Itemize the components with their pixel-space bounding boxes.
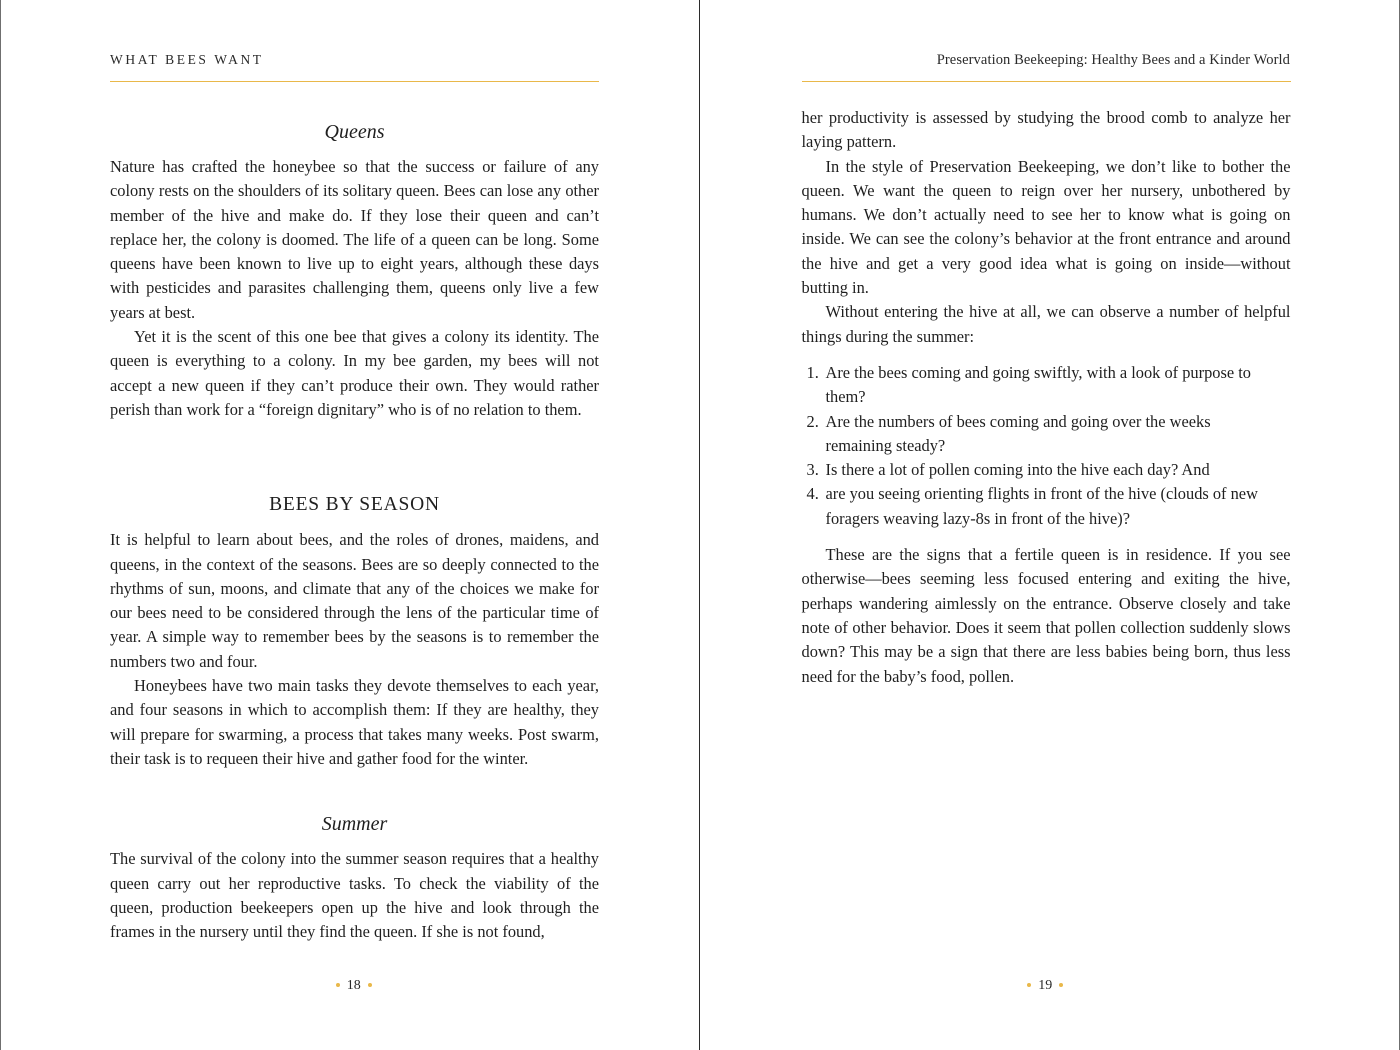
list-item: 2. Are the numbers of bees coming and going over the weeks remaining steady? (806, 411, 1211, 455)
list-item: 4. are you seeing orienting flights in front of the hive (clouds of new foragers weaving lazy-8s in front of the hive)? (806, 484, 1258, 528)
left-page-body (110, 119, 599, 944)
paragraph-signs: These are the signs that a fertile queen is in residence. If you see otherwise—bees seeming less focused entering and exiting the hive, perhaps wandering aimlessly on the entrance. Observe closely and take note of other behavior. Does it seem that pollen collection suddenly slows down? This may be a sign that there are less babies being born, thus less need for the baby’s food, pollen. (801, 545, 1291, 686)
folio-dot-icon (1027, 983, 1031, 987)
page-number-right-text: 19 (1038, 978, 1053, 993)
left-page (1, 0, 700, 1050)
paragraph-season-1: It is helpful to learn about bees, and the roles of drones, maidens, and queens, in the context of the seasons. Bees are so deeply connected to the rhythms of sun, moons, and climate that any of the choices we make for our bees need to be considered through the lens of the particular time of year. A simple way to remember bees by the seasons is to remember the numbers two and four. (110, 530, 599, 671)
paragraph-preservation: In the style of Preservation Beekeeping, we don’t like to bother the queen. We want the queen to reign over her nursery, unbothered by humans. We don’t actually need to see her to know what is going on inside. We can see the colony’s behavior at the front entrance and around the hive and get a very good idea what is going on inside—without butting in. (801, 156, 1291, 298)
running-head-left: WHAT BEES WANT (110, 52, 264, 67)
page-number-left (5, 978, 703, 994)
paragraph-continued: her productivity is assessed by studying the brood comb to analyze her laying pattern. (801, 108, 1291, 152)
heading-summer: Summer (321, 813, 388, 836)
paragraph-summer-1: The survival of the colony into the summer season requires that a healthy queen carry out her reproductive tasks. To check the viability of the queen, production beekeepers open up the hive and look through the frames in the nursery until they find the queen. If she is not found, (110, 849, 599, 942)
heading-queens: Queens (324, 121, 385, 143)
running-head-right: Preservation Beekeeping: Healthy Bees and a Kinder World (936, 52, 1290, 68)
page-number-right (696, 978, 1396, 994)
paragraph-queens-2: Yet it is the scent of this one bee that gives a colony its identity. The queen is everything to a colony. In my bee garden, my bees will not accept a new queen if they can’t produce their own. They would rather perish than work for a “foreign dignitary” who is of no relation to them. (110, 327, 599, 419)
folio-dot-icon (1059, 983, 1063, 987)
header-rule-right (802, 81, 1291, 82)
right-page (700, 0, 1400, 1050)
section-title-bees-by-season: BEES BY SEASON (269, 494, 440, 516)
paragraph-season-2: Honeybees have two main tasks they devote themselves to each year, and four seasons in which to accomplish them: If they are healthy, they will prepare for swarming, a process that takes many weeks. Post swarm, their task is to requeen their hive and gather food for the winter. (110, 676, 599, 768)
page-number-left-text: 18 (346, 978, 361, 993)
folio-dot-icon (368, 983, 372, 987)
header-rule-left (110, 81, 599, 82)
paragraph-queens-1: Nature has crafted the honeybee so that the success or failure of any colony rests on the shoulders of its solitary queen. Bees can lose any other member of the hive and make do. If they lose their queen and can’t replace her, the colony is doomed. The life of a queen can be long. Some queens have been known to live up to eight years, although these days with pesticides and parasites challenging them, queens only live a few years at best. (110, 157, 599, 322)
observation-list (802, 361, 1291, 531)
list-item: 3. Is there a lot of pollen coming into the hive each day? And (806, 460, 1210, 480)
folio-dot-icon (336, 983, 340, 987)
paragraph-observe-intro: Without entering the hive at all, we can observe a number of helpful things during the summer: (801, 302, 1291, 346)
right-page-body (802, 106, 1291, 689)
list-item: 1. Are the bees coming and going swiftly, with a look of purpose to them? (806, 362, 1251, 407)
